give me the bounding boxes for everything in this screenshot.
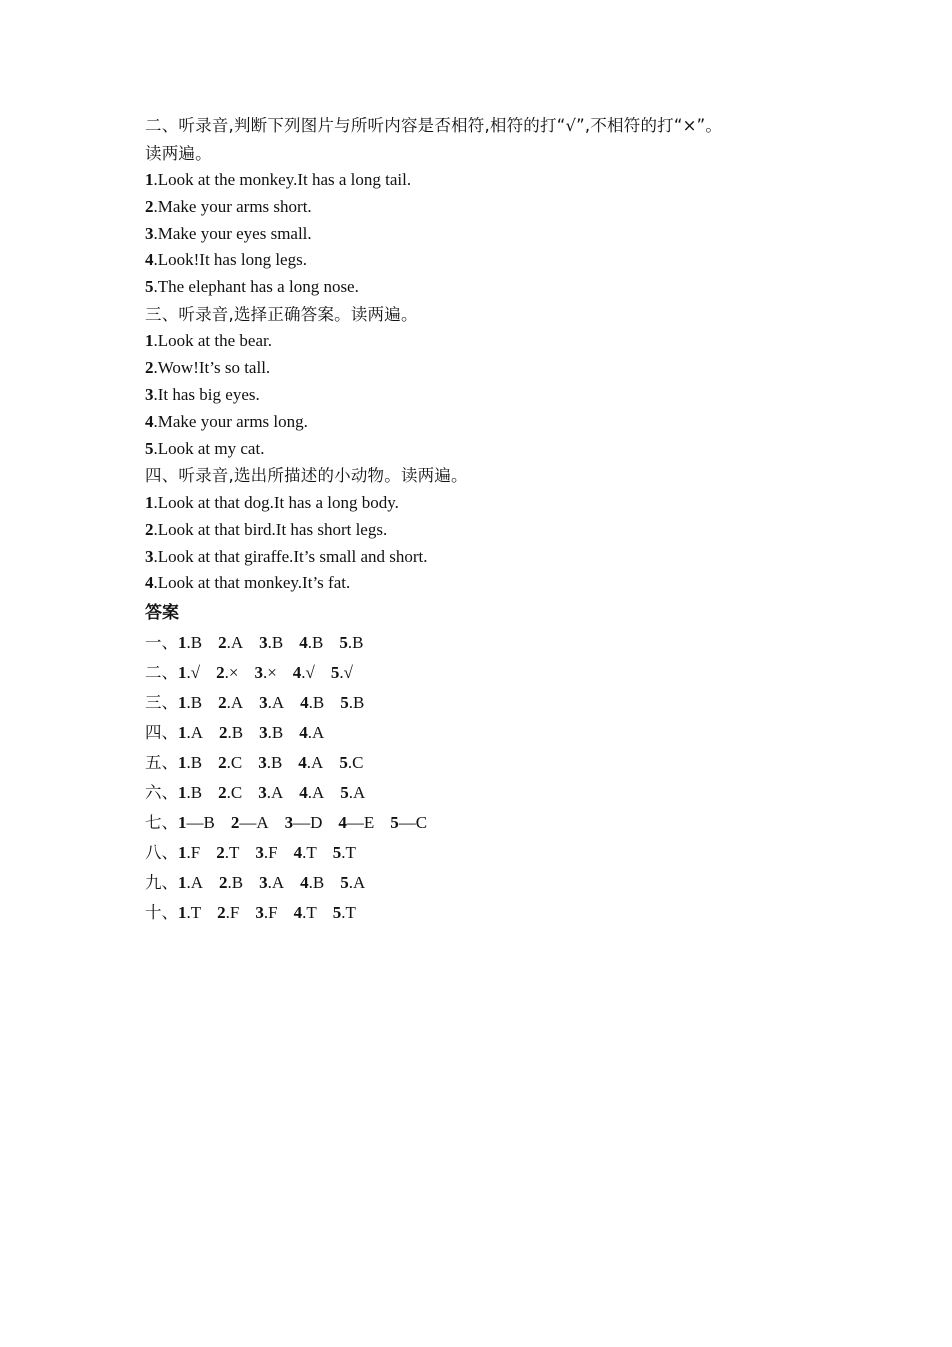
answer-row — [145, 658, 905, 688]
item-text: .It has big eyes. — [153, 385, 260, 405]
section-3-item — [145, 382, 905, 409]
answer-number: 5 — [339, 633, 348, 653]
item-number: 3 — [145, 546, 154, 566]
answer-number: 2 — [219, 723, 228, 743]
answer-item — [338, 808, 374, 838]
answer-number: 2 — [218, 783, 227, 803]
section-2-item — [145, 274, 905, 301]
answer-value: .T — [302, 843, 317, 863]
answer-number: 1 — [178, 873, 187, 893]
answer-number: 2 — [218, 753, 227, 773]
answer-item — [178, 868, 203, 898]
answer-row — [145, 628, 905, 658]
answer-item — [259, 688, 284, 718]
answer-value: .A — [307, 723, 325, 743]
answer-number: 4 — [299, 723, 308, 743]
answer-value: .C — [226, 783, 243, 803]
answer-number: 4 — [300, 693, 309, 713]
item-number: 1 — [145, 170, 154, 189]
answer-item — [178, 688, 202, 718]
answer-number: 4 — [298, 753, 307, 773]
answer-item — [298, 748, 323, 778]
answer-item — [178, 628, 202, 658]
answer-value: .A — [348, 783, 366, 803]
answer-item — [218, 778, 242, 808]
item-text: .Make your eyes small. — [153, 223, 312, 243]
answer-value: .√ — [339, 663, 353, 683]
answer-item — [299, 778, 324, 808]
answer-value: —A — [239, 813, 269, 833]
answer-value: .T — [186, 903, 202, 923]
answer-item — [178, 658, 200, 688]
answer-item — [178, 778, 202, 808]
answer-number: 2 — [230, 813, 240, 833]
answer-number: 3 — [255, 843, 264, 863]
answer-section-label: 六、 — [145, 783, 178, 803]
item-number: 2 — [145, 358, 154, 378]
answer-section-label: 八、 — [145, 843, 178, 863]
answer-number: 1 — [178, 783, 187, 803]
answer-item — [219, 718, 243, 748]
answer-number: 4 — [292, 663, 302, 683]
answer-number: 3 — [254, 663, 263, 683]
answer-row — [145, 868, 905, 898]
section-4-item — [145, 570, 905, 597]
answer-value: —B — [186, 813, 215, 833]
answer-number: 1 — [178, 813, 187, 833]
answer-number: 3 — [258, 783, 267, 803]
answer-item — [340, 688, 364, 718]
section-2-item — [145, 194, 905, 221]
answer-item — [254, 658, 276, 688]
answer-value: .B — [186, 753, 203, 773]
answer-number: 3 — [255, 903, 264, 923]
answer-number: 4 — [293, 903, 303, 923]
answer-value: —E — [346, 813, 375, 833]
answer-item — [340, 868, 365, 898]
item-text: .Make your arms short. — [153, 196, 312, 216]
section-3-item — [145, 409, 905, 436]
answer-item — [255, 898, 277, 928]
answer-row — [145, 688, 905, 718]
answer-item — [178, 718, 203, 748]
answer-value: .A — [267, 693, 285, 713]
answer-value: .B — [307, 633, 324, 653]
section-2-item — [145, 247, 905, 274]
item-text: .Look at that bird.It has short legs. — [153, 519, 388, 539]
answer-number: 2 — [218, 633, 227, 653]
answer-item — [294, 898, 317, 928]
answer-section-label: 七、 — [145, 813, 178, 833]
item-number: 4 — [145, 573, 154, 593]
answer-number: 1 — [178, 723, 187, 743]
item-text: .Look at my cat. — [153, 438, 265, 458]
answer-value: .C — [226, 753, 243, 773]
answer-value: .B — [308, 693, 325, 713]
answer-item — [340, 778, 365, 808]
answer-value: .B — [347, 633, 364, 653]
answer-item — [300, 688, 324, 718]
section-3-item — [145, 355, 905, 382]
answer-value: .A — [348, 873, 366, 893]
item-text: .The elephant has a long nose. — [153, 277, 359, 297]
answer-value: .T — [341, 843, 356, 863]
answer-row — [145, 898, 905, 928]
answer-row — [145, 718, 905, 748]
answer-item — [216, 838, 239, 868]
answers-list — [145, 628, 905, 928]
answer-value: .A — [267, 873, 285, 893]
answer-value: .A — [226, 633, 244, 653]
answer-item — [258, 748, 282, 778]
section-4-item — [145, 544, 905, 571]
answer-item — [285, 808, 323, 838]
answer-number: 1 — [178, 693, 187, 713]
answer-section-label: 三、 — [145, 693, 178, 713]
answer-number: 5 — [330, 663, 340, 683]
answer-value: .√ — [301, 663, 315, 683]
answer-item — [299, 628, 323, 658]
answer-item — [178, 838, 200, 868]
answer-value: .F — [263, 903, 278, 923]
answer-item — [219, 868, 243, 898]
answer-item — [216, 658, 238, 688]
answer-number: 5 — [332, 843, 342, 863]
answer-item — [258, 778, 283, 808]
answer-value: .T — [341, 903, 356, 923]
section-2-item — [145, 221, 905, 248]
answer-number: 5 — [339, 753, 348, 773]
answer-item — [293, 658, 315, 688]
answer-item — [331, 658, 353, 688]
answer-value: .√ — [186, 663, 201, 683]
answer-number: 3 — [259, 723, 268, 743]
answer-value: .C — [347, 753, 364, 773]
answer-number: 1 — [178, 753, 187, 773]
answer-section-label: 二、 — [145, 663, 178, 683]
answer-number: 2 — [218, 693, 227, 713]
answer-value: .A — [186, 723, 204, 743]
answer-number: 4 — [293, 843, 303, 863]
answer-item — [300, 868, 324, 898]
item-text: .Look at that dog.It has a long body. — [153, 492, 399, 512]
answer-value: .B — [186, 633, 203, 653]
answer-number: 1 — [178, 633, 187, 653]
answer-row — [145, 808, 905, 838]
answer-number: 2 — [216, 843, 225, 863]
answer-number: 3 — [259, 633, 268, 653]
answer-value: .B — [227, 873, 244, 893]
item-number: 4 — [145, 250, 154, 270]
section-3-list — [145, 328, 905, 462]
answer-item — [390, 808, 427, 838]
answer-value: .T — [224, 843, 240, 863]
answer-item — [299, 718, 324, 748]
answer-value: .A — [226, 693, 244, 713]
answer-value: .B — [308, 873, 325, 893]
answer-value: —D — [293, 813, 323, 833]
answer-row — [145, 778, 905, 808]
answer-item — [217, 898, 239, 928]
item-text: .Look at that monkey.It’s fat. — [153, 573, 351, 593]
section-3-heading: 三、听录音,选择正确答案。读两遍。 — [145, 304, 418, 324]
item-number: 2 — [145, 519, 154, 539]
answer-number: 3 — [258, 753, 267, 773]
answer-value: .A — [186, 873, 204, 893]
answer-number: 5 — [340, 693, 349, 713]
answer-value: .B — [227, 723, 244, 743]
answer-value: .F — [186, 843, 201, 863]
answer-number: 4 — [299, 783, 308, 803]
answer-value: .A — [266, 783, 284, 803]
item-number: 5 — [145, 277, 154, 297]
answer-value: .A — [307, 783, 325, 803]
answer-number: 1 — [178, 843, 187, 863]
answer-value: .F — [263, 843, 278, 863]
answer-item — [218, 688, 243, 718]
answer-value: .B — [186, 693, 203, 713]
item-number: 1 — [145, 492, 154, 512]
section-4-heading: 四、听录音,选出所描述的小动物。读两遍。 — [145, 466, 468, 486]
answer-number: 4 — [299, 633, 308, 653]
item-text: .Wow!It’s so tall. — [153, 358, 271, 378]
item-text: .Make your arms long. — [153, 411, 308, 431]
section-3-item — [145, 436, 905, 463]
answer-number: 3 — [284, 813, 294, 833]
answer-item — [218, 748, 242, 778]
answer-value: .B — [266, 753, 283, 773]
answer-number: 2 — [216, 663, 225, 683]
answers-title: 答案 — [145, 603, 179, 624]
answer-item — [178, 808, 215, 838]
answer-item — [294, 838, 317, 868]
answer-value: .× — [224, 663, 239, 683]
item-number: 5 — [145, 438, 154, 458]
item-text: .Look at that giraffe.It’s small and short. — [153, 546, 428, 566]
answer-value: .F — [225, 903, 240, 923]
document-page — [145, 112, 905, 928]
item-text: .Look at the bear. — [153, 331, 272, 351]
answer-number: 2 — [219, 873, 228, 893]
item-text: .Look at the monkey.It has a long tail. — [153, 170, 412, 189]
answer-number: 5 — [340, 783, 349, 803]
item-number: 3 — [145, 385, 154, 405]
item-number: 2 — [145, 196, 154, 216]
answer-value: .B — [348, 693, 365, 713]
section-4-item — [145, 517, 905, 544]
item-number: 3 — [145, 223, 154, 243]
answer-number: 5 — [332, 903, 342, 923]
answer-value: .A — [306, 753, 324, 773]
answer-row — [145, 838, 905, 868]
answer-item — [218, 628, 243, 658]
answer-value: .B — [186, 783, 203, 803]
answer-number: 1 — [178, 903, 187, 923]
answer-item — [339, 748, 363, 778]
answer-value: .T — [302, 903, 317, 923]
section-4-list — [145, 490, 905, 597]
answer-section-label: 九、 — [145, 873, 178, 893]
answer-value: .B — [267, 633, 284, 653]
answer-item — [255, 838, 277, 868]
answer-item — [178, 898, 201, 928]
answer-number: 4 — [338, 813, 347, 833]
answer-number: 5 — [340, 873, 349, 893]
answer-item — [333, 898, 356, 928]
answer-item — [259, 868, 284, 898]
item-number: 1 — [145, 331, 154, 351]
answer-item — [333, 838, 356, 868]
item-text: .Look!It has long legs. — [153, 250, 307, 270]
answer-item — [178, 748, 202, 778]
section-2-item — [145, 167, 905, 194]
answer-section-label: 四、 — [145, 723, 178, 743]
answer-number: 5 — [390, 813, 399, 833]
answer-number: 3 — [259, 873, 268, 893]
answer-section-label: 五、 — [145, 753, 178, 773]
answer-row — [145, 748, 905, 778]
answer-number: 3 — [259, 693, 268, 713]
item-number: 4 — [145, 411, 154, 431]
answer-section-label: 十、 — [145, 903, 178, 923]
answer-item — [259, 628, 283, 658]
section-2-heading: 二、听录音,判断下列图片与所听内容是否相符,相符的打“√”,不相符的打“×”。 — [145, 116, 723, 135]
answer-value: .× — [262, 663, 277, 683]
answer-number: 4 — [300, 873, 309, 893]
answer-number: 2 — [217, 903, 226, 923]
section-3-item — [145, 328, 905, 355]
answer-item — [259, 718, 283, 748]
answer-number: 1 — [178, 663, 187, 683]
section-2-list — [145, 167, 905, 301]
answer-item — [339, 628, 363, 658]
answer-value: —C — [398, 813, 428, 833]
answer-item — [231, 808, 269, 838]
answer-value: .B — [267, 723, 284, 743]
section-2-heading-continued: 读两遍。 — [145, 143, 212, 163]
section-4-item — [145, 490, 905, 517]
answer-section-label: 一、 — [145, 633, 178, 653]
